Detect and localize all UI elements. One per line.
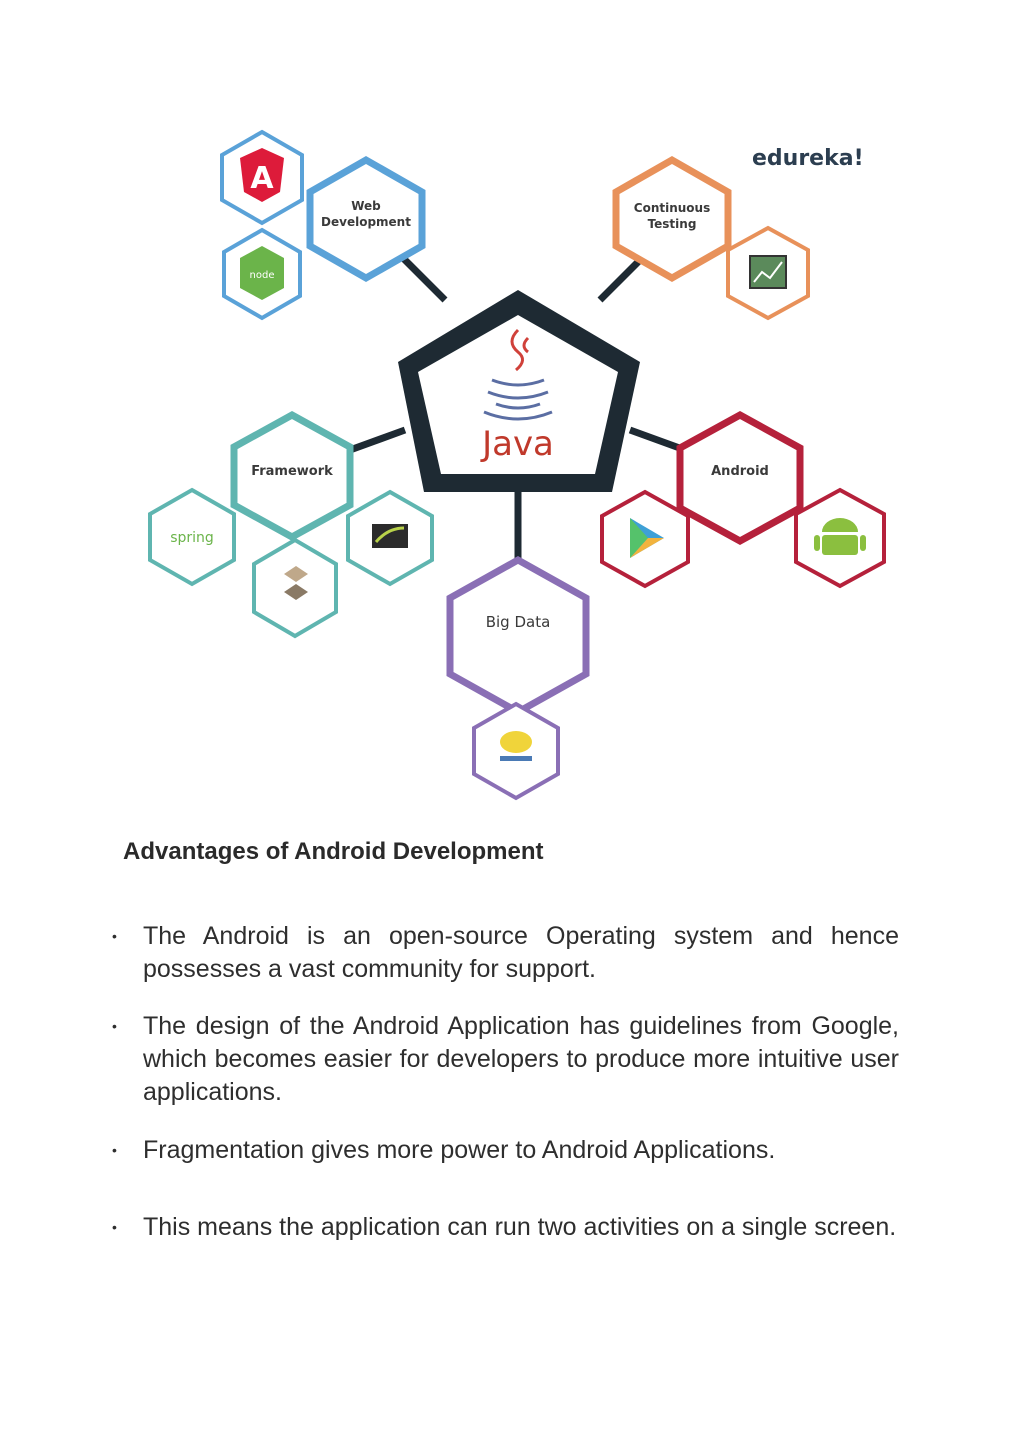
hibernate-icon (254, 540, 336, 636)
list-item-text: The Android is an open-source Operating system and hence possesses a vast community for support. (143, 922, 899, 983)
framework-node-label: Framework (251, 464, 333, 479)
angular-letter: A (250, 161, 274, 196)
bullet-marker: • (112, 928, 117, 944)
list-item (112, 1010, 899, 1109)
android-robot-icon (796, 490, 884, 586)
list-item-text: This means the application can run two activities on a single screen. (143, 1213, 897, 1241)
hadoop-icon (474, 704, 558, 798)
angular-icon (222, 132, 302, 223)
list-item (112, 1211, 899, 1244)
node-icon (224, 230, 300, 318)
testing-tool-icon (728, 228, 808, 318)
big-data-node-label: Big Data (485, 613, 551, 631)
android-node-label: Android (711, 464, 769, 479)
list-item (112, 920, 899, 986)
bullet-marker: • (112, 1142, 117, 1158)
big-data-node (450, 560, 586, 712)
bullet-marker: • (112, 1018, 117, 1034)
android-node (680, 415, 800, 541)
list-item-text: Fragmentation gives more power to Android Applications. (143, 1136, 776, 1164)
framework-node (234, 415, 350, 537)
node-text: node (249, 270, 275, 281)
java-label: Java (482, 424, 554, 464)
list-item (112, 1134, 899, 1167)
testing-node-line1: Continuous (633, 201, 711, 215)
grails-icon (348, 492, 432, 584)
continuous-testing-node (616, 160, 728, 278)
web-node-line1: Web (351, 199, 381, 213)
google-play-icon (602, 492, 688, 586)
edureka-logo: edureka! (752, 146, 864, 171)
advantages-list (112, 920, 899, 1244)
java-core-node (398, 290, 640, 492)
list-item-text: The design of the Android Application has guidelines from Google, which becomes easier for developers to produce more intuitive user applications. (143, 1012, 899, 1106)
web-development-node (310, 160, 428, 278)
spring-icon (150, 490, 234, 584)
spring-text: spring (170, 530, 214, 546)
web-node-line2: Development (321, 215, 411, 229)
section-heading: Advantages of Android Development (123, 838, 544, 865)
testing-node-line2: Testing (647, 217, 697, 231)
bullet-marker: • (112, 1219, 117, 1235)
